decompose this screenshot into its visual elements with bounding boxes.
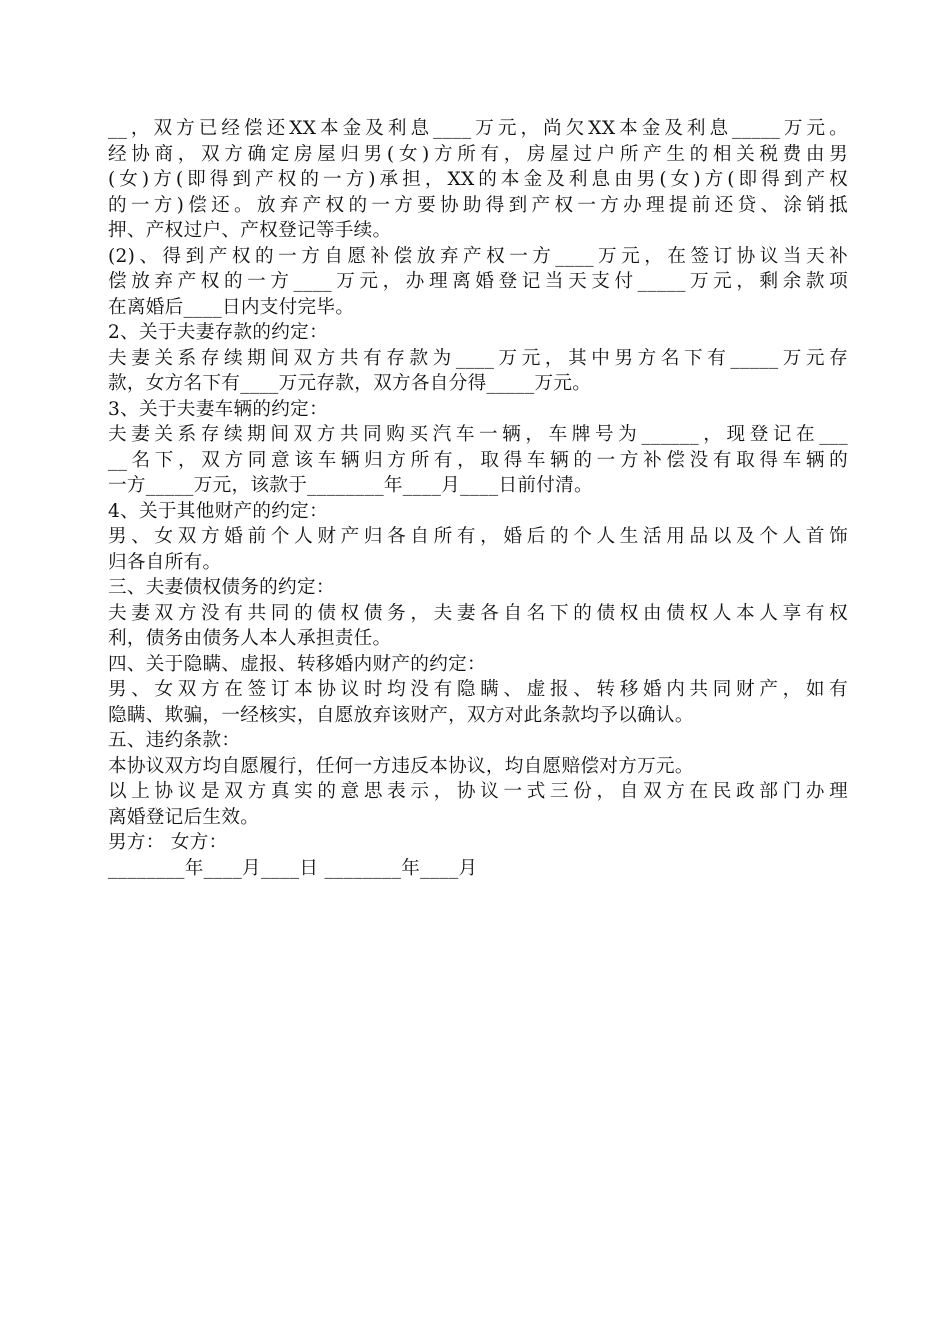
document-line: ________年____月____日 ________年____月 — [108, 857, 478, 879]
document-line: 三、夫妻债权债务的约定： — [108, 577, 335, 598]
document-line: 本协议双方均自愿履行，任何一方违反本协议，均自愿赔偿对方万元。 — [108, 755, 694, 777]
document-line: 男、女双方在签订本协议时均没有隐瞒、虚报、转移婚内共同财产，如有 — [108, 679, 848, 700]
document-line: 2、关于夫妻存款的约定： — [108, 322, 328, 343]
document-line: 在离婚后____日内支付完毕。 — [108, 296, 355, 318]
document-line: 款，女方名下有____万元存款，双方各自分得_____万元。 — [108, 373, 592, 394]
document-line: 经协商，双方确定房屋归男(女)方所有，房屋过户所产生的相关税费由男 — [108, 143, 848, 165]
document-line: __名下，双方同意该车辆归方所有，取得车辆的一方补偿没有取得车辆的 — [108, 449, 848, 471]
document-body — [108, 116, 848, 881]
document-line: 隐瞒、欺骗，一经核实，自愿放弃该财产，双方对此条款均予以确认。 — [108, 704, 694, 726]
document-line: 离婚登记后生效。 — [108, 806, 260, 828]
document-line: 男方： 女方： — [108, 832, 228, 853]
document-line: 夫妻关系存续期间双方共有存款为____万元，其中男方名下有_____万元存 — [108, 347, 848, 369]
document-line: 归各自所有。 — [108, 551, 222, 573]
document-line: 4、关于其他财产的约定： — [108, 500, 328, 522]
document-line: 利，债务由债务人本人承担责任。 — [108, 628, 392, 649]
document-line: 押、产权过户、产权登记等手续。 — [108, 220, 392, 241]
document-line: 偿放弃产权的一方____万元，办理离婚登记当天支付_____万元，剩余款项 — [108, 271, 848, 292]
document-line: (女)方(即得到产权的一方)承担，XX的本金及利息由男(女)方(即得到产权 — [108, 169, 848, 190]
document-line: 男、女双方婚前个人财产归各自所有，婚后的个人生活用品以及个人首饰 — [108, 526, 848, 547]
document-line: 夫妻双方没有共同的债权债务，夫妻各自名下的债权由债权人本人享有权 — [108, 602, 848, 624]
document-line: 四、关于隐瞒、虚报、转移婚内财产的约定： — [108, 653, 486, 675]
document-line: 五、违约条款： — [108, 730, 241, 751]
document-line: 夫妻关系存续期间双方共同购买汽车一辆，车牌号为______，现登记在___ — [108, 424, 848, 445]
document-line: 3、关于夫妻车辆的约定： — [108, 398, 328, 420]
document-line: 以上协议是双方真实的意思表示，协议一式三份，自双方在民政部门办理 — [108, 781, 848, 802]
document-line: 一方_____万元，该款于________年____月____日前付清。 — [108, 475, 593, 496]
document-line: (2)、得到产权的一方自愿补偿放弃产权一方____万元，在签订协议当天补 — [108, 245, 848, 267]
document-line: 的一方)偿还。放弃产权的一方要协助得到产权一方办理提前还贷、涂销抵 — [108, 194, 848, 216]
document-line: __，双方已经偿还XX本金及利息____万元，尚欠XX本金及利息_____万元。 — [108, 118, 848, 139]
